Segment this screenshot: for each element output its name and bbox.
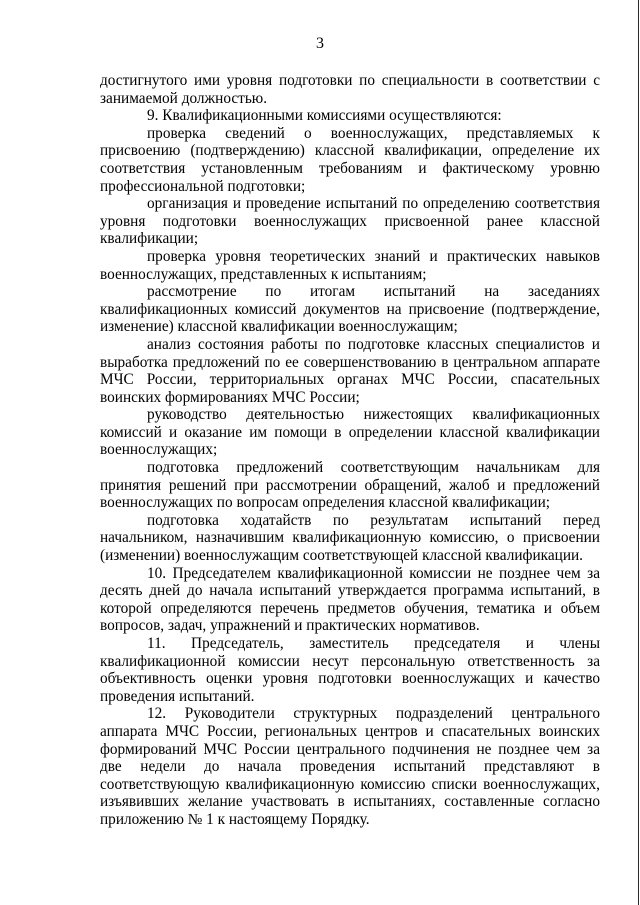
paragraph-9-item-proposals: подготовка предложений соответствующим начальникам для принятия решений при рассмотрении обращений, жалоб и предложений военнослужащих по вопросам определения классной квалификации; [100, 459, 600, 512]
paragraph-9-item-review: рассмотрение по итогам испытаний на заседаниях квалификационных комиссий документов на присвоение (подтверждение, изменение) классной квалификации военнослужащим; [100, 283, 600, 336]
paragraph-9-item-analysis: анализ состояния работы по подготовке классных специалистов и выработка предложений по ее совершенствованию в центральном аппарате МЧС России, территориальных органах МЧС России, спасательных воинских формированиях МЧС России; [100, 335, 600, 406]
paragraph-9-item-knowledge-check: проверка уровня теоретических знаний и практических навыков военнослужащих, представленных к испытаниям; [100, 247, 600, 283]
paragraph-9-item-testing: организация и проведение испытаний по определению соответствия уровня подготовки военнослужащих присвоенной ранее классной квалификации; [100, 195, 600, 248]
paragraph-12: 12. Руководители структурных подразделений центрального аппарата МЧС России, региональных центров и спасательных воинских формирований МЧС России центрального подчинения не позднее чем за две недели до начала проведения испытаний представляют в соответствующую квалификационную комиссию списки военнослужащих, изъявивших желание участвовать в испытаниях, составленные согласно приложению № 1 к настоящему Порядку. [100, 705, 600, 828]
paragraph-10: 10. Председателем квалификационной комиссии не позднее чем за десять дней до начала испытаний утверждается программа испытаний, в которой определяются перечень предметов обучения, тематика и объем вопросов, задач, упражнений и практических нормативов. [100, 564, 600, 635]
paragraph-continuation: достигнутого ими уровня подготовки по специальности в соответствии с занимаемой должностью. [100, 72, 600, 107]
document-body [100, 72, 600, 829]
paragraph-9-item-petitions: подготовка ходатайств по результатам испытаний перед начальником, назначившим квалификационную комиссию, о присвоении (изменении) военнослужащим соответствующей классной квалификации. [100, 511, 600, 565]
scan-edge-line [638, 0, 639, 905]
page-number: 3 [316, 35, 324, 52]
paragraph-9-heading: 9. Квалификационными комиссиями осуществляются: [147, 107, 502, 125]
paragraph-9-item-verification: проверка сведений о военнослужащих, представляемых к присвоению (подтверждению) классной квалификации, определение их соответствия установленным требованиям и фактическому уровню профессиональной подготовки; [100, 124, 600, 195]
paragraph-9-item-guidance: руководство деятельностью нижестоящих квалификационных комиссий и оказание им помощи в определении классной квалификации военнослужащих; [100, 406, 600, 459]
paragraph-11: 11. Председатель, заместитель председателя и члены квалификационной комиссии несут персональную ответственность за объективность оценки уровня подготовки военнослужащих и качество проведения испытаний. [100, 635, 600, 705]
